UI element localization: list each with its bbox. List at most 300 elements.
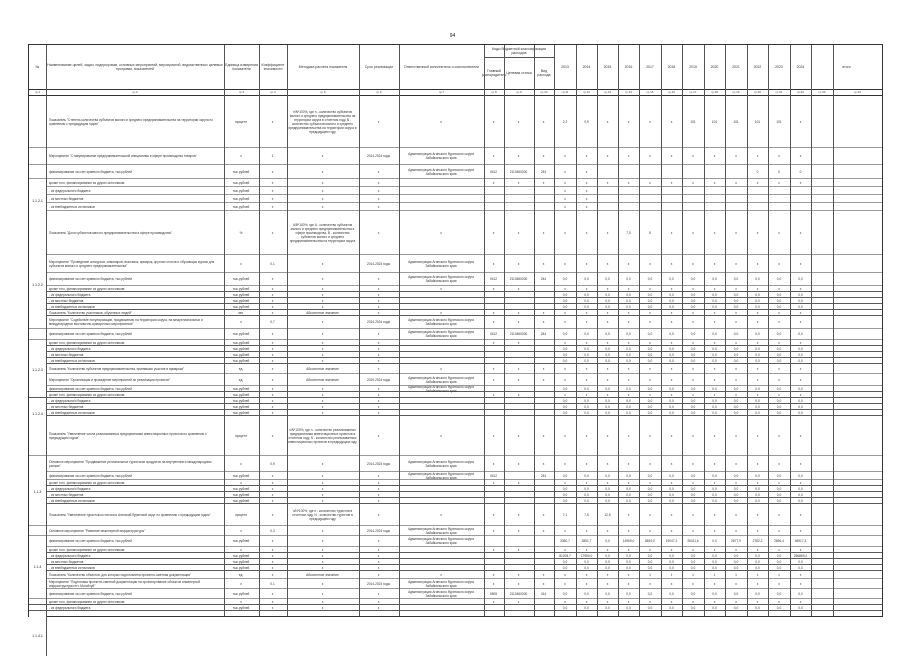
row-responsible	[400, 292, 482, 297]
row-year-value: х	[585, 528, 588, 533]
row-target-article: х	[517, 310, 520, 315]
row-coefficient: х	[271, 553, 274, 558]
row-responsible	[400, 398, 482, 403]
row-year-value: 0,0	[755, 591, 760, 596]
row-target-article	[505, 352, 532, 357]
row-expense-type	[535, 486, 552, 491]
column-number: гр.19	[732, 90, 740, 94]
row-responsible: х	[440, 366, 442, 371]
row-year-value: х	[606, 392, 609, 397]
row-period: х	[377, 366, 380, 371]
row-year-value: 0,0	[690, 292, 696, 297]
row-year-value: 0,0	[562, 605, 568, 610]
row-name: финансирование за счет краевого бюджета, тыс.рублей	[49, 332, 132, 336]
row-year-value: 0,0	[605, 304, 610, 309]
row-main-manager: х	[492, 261, 495, 266]
row-year-value: 0,0	[562, 410, 568, 415]
row-year-value: 0,0	[733, 404, 739, 409]
column-number: гр.9	[516, 90, 522, 94]
row-year-value: 0,0	[755, 605, 760, 610]
row-year-value: х	[756, 154, 759, 158]
row-method: х	[321, 528, 324, 533]
row-expense-type	[535, 492, 552, 497]
row-year-value: 0,0	[798, 398, 803, 403]
row-year-value: х	[692, 286, 694, 291]
row-period: х	[377, 204, 380, 209]
row-main-manager	[485, 203, 502, 210]
row-year-value: 0,0	[647, 304, 653, 309]
row-method: Абсолютное значение	[306, 366, 339, 371]
row-method: х	[321, 286, 324, 291]
program-table	[28, 44, 883, 638]
row-year-value: х	[627, 366, 630, 371]
row-unit: тыс.рублей	[232, 204, 250, 209]
row-period: х	[377, 492, 380, 497]
row-year-value: 2677,9	[731, 539, 741, 543]
row-method: Абсолютное значение	[306, 572, 339, 577]
row-year-value: 0,0	[626, 304, 631, 309]
row-unit: %	[239, 230, 243, 235]
row-expense-type	[535, 298, 552, 303]
row-name: Показатель "Количество субъектов предпринимательства, принявших участие в ярмарках"	[49, 366, 185, 371]
row-year-value: х	[627, 119, 630, 124]
row-year-value: 0,0	[798, 473, 803, 478]
row-year-value: 0,0	[798, 591, 803, 596]
row-year-value: х	[649, 154, 651, 158]
row-year-value: х	[713, 310, 716, 315]
column-divider	[359, 45, 360, 616]
row-year-value: х	[735, 261, 737, 266]
column-divider	[576, 45, 577, 616]
row-year-value: х	[606, 154, 609, 158]
row-year-value: х	[585, 547, 588, 552]
row-year-value: 0,0	[755, 473, 760, 478]
row-year-value: 0,0	[605, 473, 610, 478]
row-coefficient: х	[271, 492, 274, 497]
column-divider	[259, 45, 260, 616]
row-year-value: 0,0	[712, 298, 717, 303]
row-main-manager: х	[492, 154, 495, 158]
row-year-value: 7,5	[584, 512, 589, 517]
column-divider	[725, 45, 726, 616]
row-year-value: 0,0	[647, 358, 653, 363]
row-year-value: 0,0	[562, 473, 568, 478]
table-row	[29, 211, 882, 255]
row-year-value	[769, 187, 789, 194]
row-group-code: 1.1.2.1	[29, 180, 47, 222]
row-year-value: х	[564, 392, 566, 397]
row-method: х	[321, 188, 324, 193]
row-year-value: 0,0	[712, 277, 717, 281]
table-row	[29, 203, 882, 211]
row-responsible	[400, 298, 482, 303]
row-year-value: х	[692, 340, 694, 345]
row-year-value: 19047,1	[665, 539, 678, 543]
row-expense-type: х	[542, 572, 545, 577]
row-coefficient: х	[271, 512, 274, 517]
table-row	[29, 179, 882, 187]
column-number: гр.2	[132, 90, 138, 94]
row-year-value: 0,0	[669, 492, 674, 497]
column-number: гр.23	[818, 90, 826, 94]
row-year-value: х	[585, 196, 588, 201]
row-year-value: 3380,7	[560, 539, 570, 543]
row-target-article	[505, 492, 532, 497]
header-main-manager: Главный распорядитель	[481, 68, 507, 77]
row-year-value: х	[585, 261, 588, 266]
row-year-value: х	[799, 286, 802, 291]
row-unit: тыс.рублей	[232, 498, 250, 503]
row-year-value: х	[756, 366, 759, 371]
row-year-value: 0,0	[755, 498, 760, 503]
row-name: - из внебюджетных источников	[49, 565, 95, 570]
row-target-article	[505, 472, 532, 479]
row-year-value: х	[649, 512, 651, 517]
row-coefficient: х	[271, 332, 274, 336]
header-year: 2022	[753, 64, 762, 69]
row-year-value: 0,0	[562, 486, 568, 491]
row-year-value: х	[778, 480, 780, 485]
row-year-value: х	[585, 461, 588, 466]
row-year-value: 0,0	[562, 277, 568, 281]
row-year-value: 14969,0	[622, 539, 635, 543]
row-main-manager	[485, 565, 502, 570]
row-year-value: 0,0	[669, 352, 674, 357]
row-year-value: 0,0	[669, 473, 674, 478]
row-year-value: 0,0	[798, 404, 803, 409]
header-expense-type: Вид расхода	[537, 68, 551, 77]
row-year-value: 0,0	[733, 486, 739, 491]
row-year-value: 0,0	[755, 486, 760, 491]
row-year-value: 0,0	[562, 591, 568, 596]
row-year-value: 0,0	[733, 605, 739, 610]
row-year-value: 0,0	[647, 565, 653, 570]
row-year-value: 0,0	[755, 332, 760, 336]
row-year-value: 0,0	[776, 346, 782, 351]
column-divider	[811, 45, 812, 616]
row-main-manager: х	[492, 512, 495, 517]
row-year-value: х	[692, 512, 694, 517]
column-divider	[554, 45, 555, 616]
table-row	[29, 579, 882, 589]
row-year-value: 0,0	[712, 486, 717, 491]
row-year-value: 0,0	[798, 346, 803, 351]
row-year-value: х	[564, 196, 566, 201]
column-number: гр.21	[775, 90, 783, 94]
row-responsible	[400, 547, 482, 552]
row-target-article: х	[517, 154, 520, 158]
row-year-value: 0,0	[776, 277, 782, 281]
row-group-code: 1.1.2.2	[29, 242, 47, 328]
row-coefficient: х	[271, 392, 274, 397]
row-expense-type	[535, 547, 552, 552]
row-year-value: 0,0	[733, 332, 739, 336]
row-year-value: 0,0	[712, 559, 717, 564]
row-year-value: 0,0	[798, 358, 803, 363]
row-year-value: х	[649, 480, 651, 485]
row-expense-type	[535, 292, 552, 297]
column-number: гр.8	[491, 90, 497, 94]
row-year-value: 0,0	[755, 346, 760, 351]
row-period: х	[377, 304, 380, 309]
row-year-value: 0,0	[626, 486, 631, 491]
row-year-value: х	[585, 377, 588, 382]
row-method: х	[321, 154, 324, 158]
row-year-value: 0,0	[712, 386, 717, 391]
row-year-value: 0,0	[733, 292, 739, 297]
row-year-value: х	[670, 340, 673, 345]
table-row	[29, 255, 882, 273]
row-period: х	[377, 480, 380, 485]
row-year-value: 0,0	[584, 352, 589, 357]
row-year-value: х	[564, 366, 566, 371]
row-year-value: 0,0	[733, 386, 739, 391]
row-expense-type	[535, 304, 552, 309]
row-year-value: х	[627, 154, 630, 158]
row-name: - из внебюджетных источников	[49, 304, 95, 309]
row-year-value: 0,0	[733, 304, 739, 309]
row-responsible	[400, 203, 482, 210]
row-year-value: х	[713, 366, 716, 371]
row-period: х	[377, 180, 380, 185]
row-responsible	[400, 492, 482, 497]
row-year-value: 0,0	[755, 553, 760, 558]
row-year-value: 0,0	[776, 386, 782, 391]
row-main-manager: х	[492, 340, 495, 345]
row-year-value: х	[649, 180, 651, 185]
row-year-value	[683, 165, 703, 178]
row-year-value: х	[585, 320, 588, 324]
row-year-value: х	[627, 547, 630, 552]
row-year-value: 0,0	[776, 298, 782, 303]
row-method: Абсолютное значение	[306, 310, 339, 315]
row-year-value: х	[627, 572, 630, 577]
row-period: 2014-2024 годы	[366, 461, 391, 466]
row-year-value: 1	[735, 572, 737, 577]
header-year: 2015	[603, 64, 612, 69]
row-year-value: 0,0	[605, 591, 610, 596]
row-expense-type	[535, 553, 552, 558]
row-year-value: 0,0	[733, 553, 739, 558]
row-year-value: х	[606, 581, 609, 586]
row-responsible: Администрация Агинского бурятского округа Забайкальского края	[408, 152, 474, 160]
row-year-value: 0,0	[712, 398, 717, 403]
row-year-value: 0,0	[605, 410, 610, 415]
row-coefficient: х	[271, 352, 274, 357]
row-year-value: 0,0	[605, 398, 610, 403]
row-year-value: х	[799, 377, 802, 382]
row-year-value: 0,0	[669, 486, 674, 491]
row-year-value	[598, 165, 617, 178]
row-group-code: 1.1.3	[29, 471, 47, 513]
row-period: х	[377, 277, 380, 281]
row-year-value: х	[649, 320, 651, 324]
row-year-value: 0,0	[647, 298, 653, 303]
row-responsible	[400, 195, 482, 202]
row-year-value: 8819,0	[645, 539, 655, 543]
row-expense-type	[535, 187, 552, 194]
row-year-value: х	[692, 377, 694, 382]
row-year-value: 0,0	[584, 304, 589, 309]
column-divider	[484, 45, 485, 616]
row-year-value: х	[778, 528, 780, 533]
row-year-value: 0,0	[755, 404, 760, 409]
row-responsible: Администрация Агинского бурятского округа Забайкальского края	[408, 318, 474, 326]
row-method: х	[321, 277, 324, 281]
row-expense-type	[535, 498, 552, 503]
column-number: гр.4	[270, 90, 276, 94]
row-year-value: х	[756, 599, 759, 604]
row-year-value: 0,0	[605, 358, 610, 363]
row-year-value: 0,0	[562, 492, 568, 497]
row-year-value: 0,0	[669, 553, 674, 558]
row-name: кроме того, финансирование из других источников:	[49, 599, 126, 604]
row-target-article	[505, 203, 532, 210]
row-year-value: х	[692, 392, 694, 397]
row-target-article	[505, 410, 532, 415]
row-year-value: 0,0	[712, 332, 717, 336]
row-expense-type: 244	[540, 332, 547, 336]
row-method: х	[321, 410, 324, 415]
row-unit: тыс.рублей	[232, 304, 250, 309]
row-target-article: х	[517, 547, 520, 552]
row-method: х	[321, 492, 324, 497]
row-year-value: 0,0	[798, 332, 803, 336]
row-unit: тыс.рублей	[232, 277, 250, 281]
row-year-value: х	[627, 392, 630, 397]
row-year-value: 0,0	[584, 386, 589, 391]
row-method: A/B*100%, где A - количество субъектов малого и среднего предпринимательства в сфере производства, B - количество субъектов малого и среднего предпринимательства на территории округа	[289, 222, 356, 243]
row-year-value: 0,0	[647, 498, 653, 503]
row-year-value	[640, 195, 660, 202]
row-unit: тыс.рублей	[232, 591, 250, 596]
row-responsible	[400, 486, 482, 491]
row-year-value: х	[670, 581, 673, 586]
row-main-manager: х	[492, 433, 495, 438]
row-year-value	[726, 203, 746, 210]
row-method: х	[321, 605, 324, 610]
row-year-value: 0,0	[647, 605, 653, 610]
row-unit: х	[240, 480, 242, 485]
row-year-value: 0,0	[712, 292, 717, 297]
row-expense-type: 244	[540, 169, 547, 174]
row-expense-type	[535, 195, 552, 202]
row-name: - из внебюджетных источников	[49, 498, 95, 503]
header-name: Наименование целей, задач, подпрограмм, основных мероприятий, мероприятий, ведомственных целевых программ, показателей	[47, 62, 223, 71]
table-row	[29, 504, 882, 526]
row-unit: процент	[234, 433, 248, 438]
row-year-value: 1	[756, 572, 759, 577]
row-responsible	[400, 404, 482, 409]
row-year-value	[769, 203, 789, 210]
row-year-value: х	[799, 547, 802, 552]
row-year-value: х	[735, 547, 737, 552]
row-year-value: 0,0	[584, 498, 589, 503]
row-main-manager: х	[492, 366, 495, 371]
row-year-value: 0,0	[584, 398, 589, 403]
table-header	[29, 45, 882, 90]
row-year-value: х	[799, 572, 802, 577]
row-year-value: х	[649, 261, 651, 266]
row-year-value: 0,0	[626, 277, 631, 281]
row-unit: тыс.рублей	[232, 404, 250, 409]
row-responsible: х	[440, 433, 442, 438]
column-number: гр.7	[438, 90, 445, 94]
row-responsible: х	[440, 119, 442, 124]
row-year-value: 0,0	[690, 386, 696, 391]
row-year-value: 0,0	[626, 386, 631, 391]
row-year-value: 2782,2	[752, 539, 763, 543]
header-budget-codes: Коды бюджетной классификации расходов	[492, 46, 546, 55]
row-year-value: 0,0	[690, 486, 696, 491]
row-year-value: х	[564, 433, 566, 438]
row-target-article: 2110460000	[509, 591, 528, 596]
row-year-value: 0,0	[733, 559, 739, 564]
column-number: гр.10	[540, 90, 548, 94]
row-year-value: 0,0	[669, 605, 674, 610]
row-year-value: х	[692, 528, 694, 533]
row-name: - из федерального бюджета	[49, 188, 91, 193]
row-year-value: 0,0	[712, 565, 717, 570]
row-period: х	[377, 539, 380, 543]
row-year-value: 0,0	[605, 346, 610, 351]
row-year-value: 0,0	[605, 539, 610, 543]
row-method: n/N*100%, где n - количество реализованных предприятиями инвестиционных проектов в отчетном году, N - количество реализованных инвестиционных проектов в предыдущем году	[288, 427, 357, 444]
row-coefficient: х	[271, 410, 274, 415]
row-main-manager: 0412	[489, 277, 498, 281]
row-year-value: х	[713, 581, 716, 586]
row-coefficient: х	[271, 180, 274, 185]
row-year-value: х	[627, 461, 630, 466]
row-year-value: 0,0	[690, 404, 696, 409]
row-target-article: х	[517, 180, 520, 185]
row-responsible	[400, 553, 482, 558]
row-year-value: х	[735, 433, 737, 438]
row-year-value: х	[585, 433, 588, 438]
row-method: х	[321, 298, 324, 303]
row-target-article: х	[517, 461, 520, 466]
row-year-value: х	[778, 340, 780, 345]
row-year-value: 0,0	[798, 559, 803, 564]
row-year-value: 0,0	[755, 492, 760, 497]
row-method: х	[321, 473, 324, 478]
row-expense-type	[535, 286, 552, 291]
row-year-value: х	[670, 310, 673, 315]
row-coefficient: х	[271, 565, 274, 570]
row-period: х	[377, 404, 380, 409]
column-divider	[287, 45, 288, 616]
column-divider	[747, 45, 748, 616]
row-year-value: х	[670, 599, 673, 604]
row-year-value	[619, 187, 638, 194]
row-year-value: 101	[733, 119, 739, 124]
row-method: х	[321, 547, 324, 552]
row-expense-type: х	[542, 154, 545, 158]
row-responsible: Администрация Агинского бурятского округа Забайкальского края	[408, 330, 474, 338]
row-period: х	[377, 512, 380, 517]
row-year-value: 0,0	[798, 277, 803, 281]
row-group-code: 1.1.4	[29, 538, 47, 596]
row-year-value: 7,5	[626, 230, 631, 235]
row-period: х	[377, 605, 380, 610]
row-period: х	[377, 599, 380, 604]
row-year-value	[640, 187, 660, 194]
row-responsible	[400, 187, 482, 194]
header-number: №	[35, 64, 40, 69]
row-unit: х	[240, 154, 242, 158]
column-number: гр.5	[320, 90, 326, 94]
row-year-value: х	[778, 461, 780, 466]
